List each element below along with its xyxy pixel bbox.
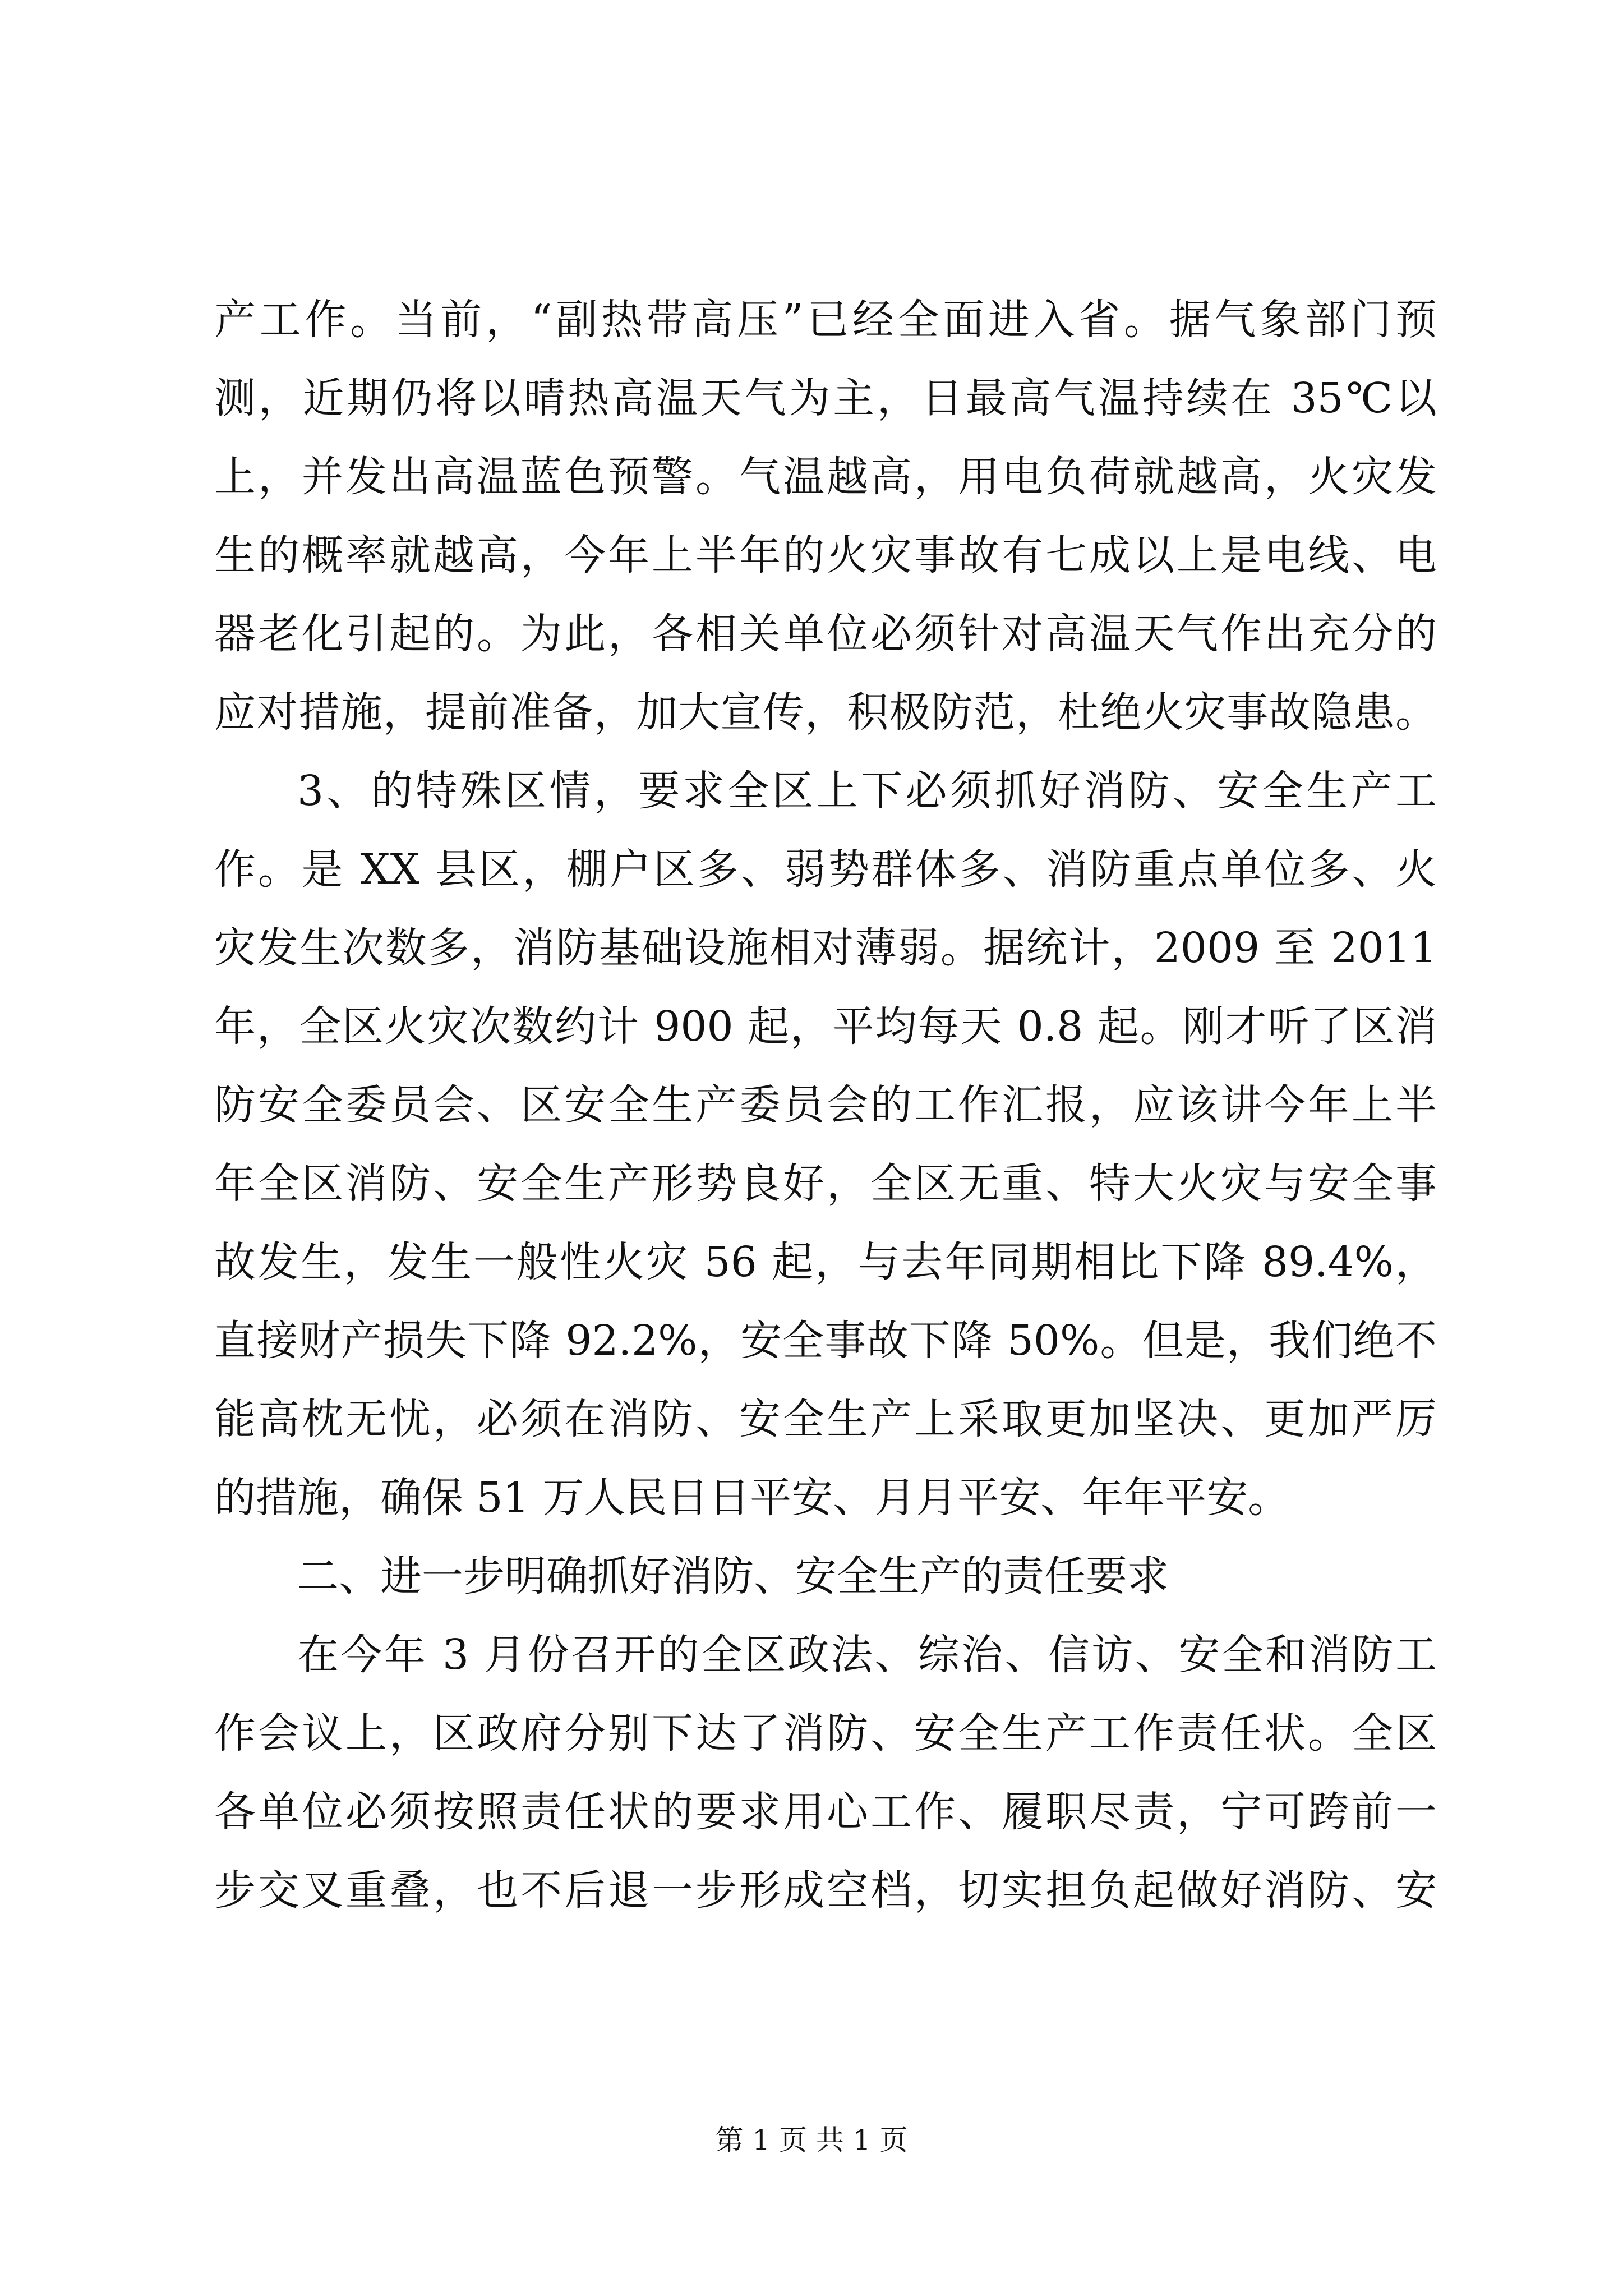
- text-line-7: 3、的特殊区情，要求全区上下必须抓好消防、安全生产工: [297, 767, 1437, 815]
- text-line-13: 故发生，发生一般性火灾 56 起，与去年同期相比下降 89.4%，: [214, 1238, 1437, 1286]
- text-line-20: 各单位必须按照责任状的要求用心工作、履职尽责，宁可跨前一: [214, 1788, 1437, 1836]
- text-line-19: 作会议上，区政府分别下达了消防、安全生产工作责任状。全区: [214, 1709, 1437, 1757]
- text-line-11: 防安全委员会、区安全生产委员会的工作汇报，应该讲今年上半: [214, 1081, 1437, 1129]
- text-line-18: 在今年 3 月份召开的全区政法、综治、信访、安全和消防工: [297, 1631, 1437, 1679]
- text-line-21: 步交叉重叠，也不后退一步形成空档，切实担负起做好消防、安: [214, 1866, 1437, 1915]
- text-line-1: 产工作。当前，“副热带高压”已经全面进入省。据气象部门预: [214, 296, 1437, 344]
- text-line-3: 上，并发出高温蓝色预警。气温越高，用电负荷就越高，火灾发: [214, 453, 1437, 501]
- text-line-5: 器老化引起的。为此，各相关单位必须针对高温天气作出充分的: [214, 610, 1437, 658]
- text-line-4: 生的概率就越高，今年上半年的火灾事故有七成以上是电线、电: [214, 531, 1437, 579]
- text-line-10: 年，全区火灾次数约计 900 起，平均每天 0.8 起。刚才听了区消: [214, 1002, 1437, 1051]
- text-line-8: 作。是 XX 县区，棚户区多、弱势群体多、消防重点单位多、火: [214, 845, 1437, 894]
- page-number-footer: 第 1 页 共 1 页: [715, 2124, 908, 2156]
- text-line-2: 测，近期仍将以晴热高温天气为主，日最高气温持续在 35℃以: [214, 374, 1437, 422]
- text-line-6: 应对措施，提前准备，加大宣传，积极防范，杜绝火灾事故隐患。: [214, 688, 1437, 737]
- text-line-15: 能高枕无忧，必须在消防、安全生产上采取更加坚决、更加严厉: [214, 1395, 1437, 1443]
- document-body: [214, 280, 1437, 1930]
- text-line-9: 灾发生次数多，消防基础设施相对薄弱。据统计，2009 至 2011: [214, 924, 1437, 972]
- section-heading: 二、进一步明确抓好消防、安全生产的责任要求: [297, 1552, 1169, 1600]
- text-line-12: 年全区消防、安全生产形势良好，全区无重、特大火灾与安全事: [214, 1159, 1437, 1208]
- text-line-14: 直接财产损失下降 92.2%，安全事故下降 50%。但是，我们绝不: [214, 1317, 1437, 1365]
- text-line-16: 的措施，确保 51 万人民日日平安、月月平安、年年平安。: [214, 1474, 1290, 1522]
